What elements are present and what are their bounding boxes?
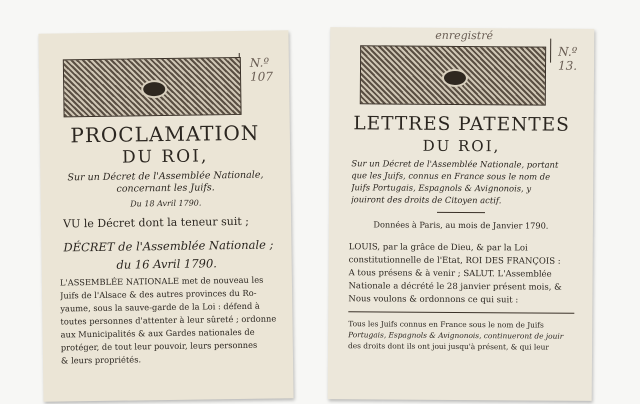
title-du-roi: DU ROI, bbox=[422, 136, 501, 156]
body-line-6: protéger, de tout leur pouvoir, leurs personnes bbox=[60, 339, 258, 353]
article-line-2: Portugais, Espagnols & Avignonois, continueront de jouir bbox=[348, 330, 564, 341]
article-line-1: Tous les Juifs connus en France sous le nom de Juifs bbox=[348, 319, 544, 330]
body-line-5: Nous voulons & ordonnons ce qui suit : bbox=[348, 294, 519, 306]
ornament-medallion bbox=[141, 80, 167, 98]
ornament-headpiece bbox=[360, 45, 546, 105]
subtitle-line-2: concernant les Juifs. bbox=[116, 182, 215, 195]
date-line: Données à Paris, au mois de Janvier 1790. bbox=[373, 219, 549, 231]
date-line: Du 18 Avril 1790. bbox=[130, 198, 202, 209]
body-line-7: & leurs propriétés. bbox=[60, 354, 142, 366]
body-line-2: constitutionnelle de l'État, ROI DES FRANÇOIS : bbox=[348, 255, 561, 267]
body-line-2: Juifs de l'Alsace & des autres provinces du Ro- bbox=[60, 287, 257, 301]
body-line-4: toutes personnes d'attenter à leur sûreté ; ordonne bbox=[60, 313, 277, 327]
subtitle-line-3: Juifs Portugais, Espagnols & Avignonois, y bbox=[351, 182, 532, 194]
lead-line: VU le Décret dont la teneur suit ; bbox=[63, 214, 250, 231]
ornament-medallion bbox=[442, 68, 468, 86]
subtitle-line-1: Sur un Décret de l'Assemblée Nationale, portant bbox=[351, 158, 559, 170]
left-document bbox=[38, 30, 293, 401]
separator-rule bbox=[437, 212, 485, 213]
subtitle-line-4: jouiront des droits de Citoyen actif. bbox=[351, 194, 502, 206]
margin-mark bbox=[550, 39, 551, 63]
body-line-3: A tous présens & à venir ; SALUT. L'Assemblée bbox=[348, 268, 552, 280]
handwritten-number: N.º 13. bbox=[557, 44, 578, 73]
subtitle-line-1: Sur un Décret de l'Assemblée Nationale, bbox=[67, 169, 264, 184]
body-line-4: Nationale a décrété le 28 janvier présent mois, & bbox=[348, 281, 562, 293]
title-proclamation: PROCLAMATION bbox=[70, 120, 260, 148]
ornament-headpiece bbox=[63, 57, 242, 117]
right-document bbox=[328, 27, 595, 401]
handwritten-number: N.º 107 bbox=[249, 55, 274, 84]
body-line-3: yaume, sous la sauve-garde de la Loi : défend à bbox=[60, 300, 260, 314]
body-line-1: L'ASSEMBLÉE NATIONALE met de nouveau les bbox=[59, 274, 264, 288]
article-line-3: des droits dont ils ont joui jusqu'à présent, & qui leur bbox=[348, 341, 549, 352]
article-rule bbox=[348, 311, 574, 314]
body-line-1: LOUIS, par la grâce de Dieu, & par la Loi bbox=[348, 242, 528, 254]
body-line-5: aux Municipalités & aux Gardes nationales de bbox=[60, 326, 255, 340]
decree-line-1: DÉCRET de l'Assemblée Nationale ; bbox=[63, 237, 274, 255]
subtitle-line-2: que les Juifs, connus en France sous le nom de bbox=[351, 170, 551, 182]
handwritten-note: enregistré bbox=[435, 28, 494, 43]
title-lettres-patentes: LETTRES PATENTES bbox=[353, 113, 570, 136]
decree-line-2: du 16 Avril 1790. bbox=[116, 256, 217, 272]
title-du-roi: DU ROI, bbox=[121, 146, 209, 168]
